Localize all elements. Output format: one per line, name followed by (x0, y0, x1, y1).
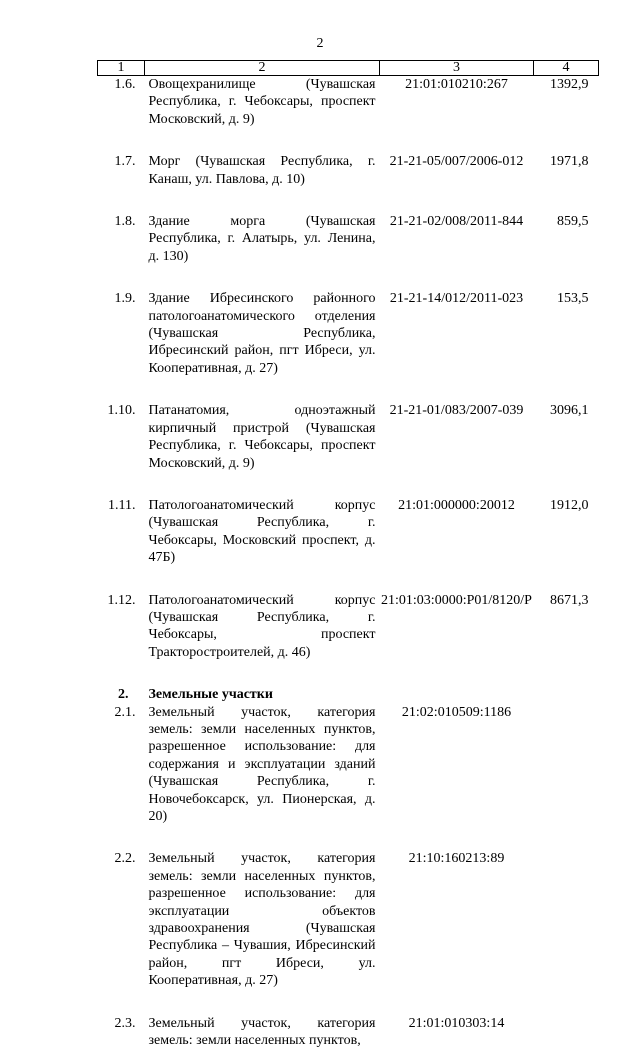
table-row (98, 402, 599, 472)
table-row (98, 76, 599, 129)
row-cadastral-number: 21-21-01/083/2007-039 (389, 403, 524, 419)
table-row (98, 850, 599, 989)
section-title: Земельные участки (148, 687, 273, 703)
row-cadastral-number: 21:01:010303:14 (408, 1015, 505, 1031)
row-cadastral-number: 21-21-05/007/2006-012 (389, 154, 524, 170)
row-cadastral-number: 21:10:160213:89 (408, 851, 505, 867)
row-description: Патологоанатомический корпус (Чувашская Республика, г. Чебоксары, проспект Тракторостроителей, д. 46) (148, 592, 376, 660)
table-row (98, 153, 599, 188)
row-cadastral-number: 21:01:000000:20012 (398, 497, 515, 513)
row-description: Земельный участок, категория земель: земли населенных пунктов, разрешенное использование: для содержания и эксплуатации зданий (Чувашская Республика, г. Новочебоксарск, ул. Пионерская, д. 20) (148, 704, 376, 824)
section-number: 2. (118, 687, 129, 703)
row-area: 3096,1 (550, 403, 589, 419)
table-row (98, 704, 599, 826)
row-number: 1.8. (114, 214, 136, 230)
table-row (98, 290, 599, 377)
row-number: 1.10. (107, 403, 136, 419)
row-description: Здание морга (Чувашская Республика, г. Алатырь, ул. Ленина, д. 130) (148, 214, 376, 264)
row-cadastral-number: 21-21-02/008/2011-844 (389, 214, 524, 230)
row-area (534, 704, 599, 826)
row-number: 1.12. (107, 592, 136, 608)
table-row (98, 497, 599, 567)
page-number: 2 (316, 36, 324, 51)
row-area: 8671,3 (550, 592, 589, 608)
row-description: Патологоанатомический корпус (Чувашская Республика, г. Чебоксары, Московский проспект, д. 47Б) (148, 497, 376, 566)
row-area: 859,5 (557, 214, 589, 230)
row-number: 2.3. (114, 1015, 136, 1031)
column-header-4: 4 (534, 61, 599, 76)
row-area: 1971,8 (550, 154, 589, 170)
row-cadastral-number: 21:01:010210:267 (405, 77, 508, 92)
row-area: 1912,0 (550, 497, 589, 513)
row-cadastral-number: 21:02:010509:1186 (401, 704, 512, 720)
row-area (534, 1015, 599, 1049)
row-cadastral-number: 21-21-14/012/2011-023 (389, 291, 524, 307)
row-number: 1.11. (108, 497, 136, 513)
column-header-3: 3 (380, 61, 534, 76)
row-number: 2.2. (114, 851, 136, 867)
row-area: 1392,9 (550, 77, 589, 92)
property-table (97, 60, 599, 1049)
row-area: 153,5 (557, 291, 589, 307)
row-number: 1.6. (114, 77, 136, 92)
row-number: 1.9. (114, 291, 136, 307)
section-header-row (98, 686, 599, 703)
column-header-2: 2 (145, 61, 380, 76)
row-number: 2.1. (114, 704, 136, 720)
row-description: Овощехранилище (Чувашская Республика, г. Чебоксары, проспект Московский, д. 9) (148, 77, 376, 127)
row-cadastral-number: 21:01:03:0000:Р01/8120/Р (381, 592, 532, 608)
column-header-1: 1 (98, 61, 145, 76)
row-description: Патанатомия, одноэтажный кирпичный пристрой (Чувашская Республика, г. Чебоксары, проспект Московский, д. 9) (148, 403, 376, 471)
table-row (98, 592, 599, 662)
row-area (534, 850, 599, 989)
row-description: Земельный участок, категория земель: земли населенных пунктов, разрешенное использование: для эксплуатации объектов здравоохранения (Чувашская Республика – Чувашия, Ибресинский район, пгт Ибреси, ул. Кооперативная, д. 27) (148, 851, 376, 989)
table-row (98, 1015, 599, 1049)
row-description: Здание Ибресинского районного патологоанатомического отделения (Чувашская Республика, Ибресинский район, пгт Ибреси, ул. Кооперативная, д. 27) (148, 291, 376, 376)
table-header-row (98, 61, 599, 76)
table-row (98, 213, 599, 265)
row-description: Морг (Чувашская Республика, г. Канаш, ул. Павлова, д. 10) (148, 154, 376, 187)
row-description: Земельный участок, категория земель: земли населенных пунктов, (148, 1015, 376, 1049)
row-number: 1.7. (114, 154, 136, 170)
